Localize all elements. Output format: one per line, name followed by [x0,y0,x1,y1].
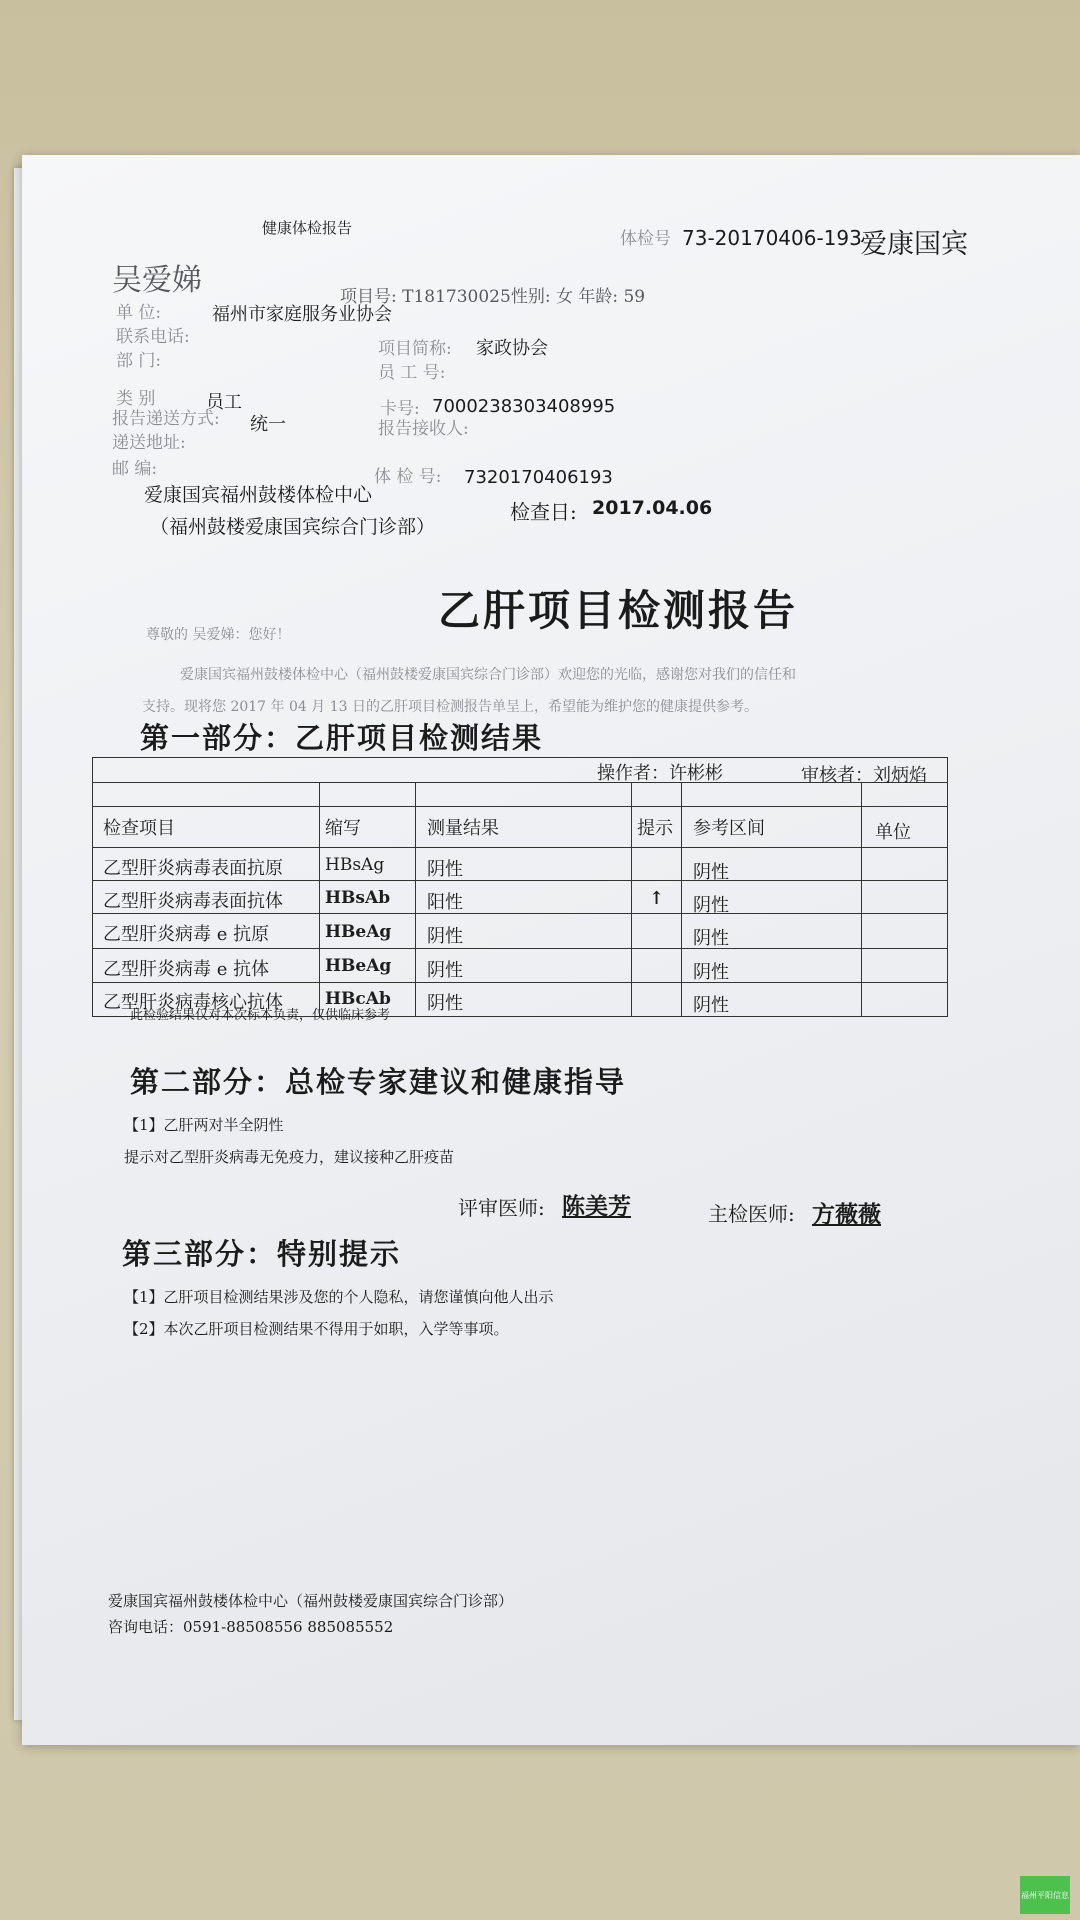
chief-doctor-name: 方薇薇 [812,1201,881,1228]
header-abbr: 缩写 [325,818,361,839]
brand-name: 爱康国宾 [860,229,968,260]
row-2-item: 乙型肝炎病毒表面抗体 [103,891,283,912]
tip-line-1: 【1】乙肝项目检测结果涉及您的个人隐私，请您谨慎向他人出示 [124,1288,554,1306]
exam-no-label: 体检号 [620,229,671,249]
card-value: 7000238303408995 [432,396,616,417]
row-3-reference: 阴性 [693,928,729,949]
reviewer-doctor-name: 陈美芳 [562,1193,631,1220]
row-4-abbr: HBeAg [325,956,392,976]
footer-center: 爱康国宾福州鼓楼体检中心（福州鼓楼爱康国宾综合门诊部） [108,1592,514,1610]
center-name: 爱康国宾福州鼓楼体检中心 [144,484,373,506]
table-rule [93,847,947,848]
header-unit: 单位 [875,822,911,843]
table-rule [93,948,947,949]
patient-name: 吴爱娣 [112,263,202,298]
card-label: 卡号: [380,399,420,419]
exam-date-value: 2017.04.06 [592,497,713,519]
category-value: 员工 [206,392,242,413]
table-col-rule [415,782,416,1016]
table-rule [93,913,947,914]
row-5-reference: 阴性 [693,995,729,1016]
center-subname: （福州鼓楼爱康国宾综合门诊部） [150,516,436,538]
greeting: 尊敬的 吴爱娣：您好！ [146,627,291,643]
category-label: 类 别 [116,389,156,409]
table-rule [93,806,947,807]
project-short-value: 家政协会 [476,338,548,359]
exam-no: 73-20170406-193 [682,226,862,250]
row-2-abbr: HBsAb [325,888,391,908]
header-result: 测量结果 [427,818,499,839]
row-5-result: 阴性 [427,993,463,1014]
row-1-abbr: HBsAg [325,855,385,875]
chief-doctor-label: 主检医师: [708,1202,795,1226]
reviewer-doctor-label: 评审医师: [458,1196,545,1220]
advice-line-1: 【1】乙肝两对半全阴性 [124,1116,284,1134]
delivery-label: 报告递送方式: [112,409,220,429]
doc-title: 健康体检报告 [262,219,353,237]
advice-line-2: 提示对乙型肝炎病毒无免疫力，建议接种乙肝疫苗 [124,1148,455,1166]
contact-label: 联系电话: [116,327,190,347]
section-1-title: 第一部分：乙肝项目检测结果 [140,721,544,755]
section-2-title: 第二部分：总检专家建议和健康指导 [130,1065,627,1099]
postcode-label: 邮 编: [112,459,158,479]
row-1-item: 乙型肝炎病毒表面抗原 [103,858,283,879]
report-title: 乙肝项目检测报告 [438,586,799,635]
row-3-item: 乙型肝炎病毒 e 抗原 [103,924,270,945]
employee-no-label: 员 工 号: [378,363,446,383]
row-5-abbr: HBcAb [325,989,391,1009]
exam-field-value: 7320170406193 [464,467,613,488]
row-4-item: 乙型肝炎病毒 e 抗体 [103,959,270,980]
table-rule [93,982,947,983]
row-5-item: 乙型肝炎病毒核心抗体 [103,992,283,1013]
dept-label: 部 门: [116,351,162,371]
row-3-abbr: HBeAg [325,922,392,942]
table-rule [93,880,947,881]
receiver-label: 报告接收人: [378,419,469,439]
unit-value: 福州市家庭服务业协会 [212,304,392,325]
header-item: 检查项目 [103,818,175,839]
table-col-rule [681,782,682,1016]
reviewer-label: 审核者：刘炳焰 [801,765,927,786]
results-table [92,757,948,1017]
table-col-rule [861,782,862,1016]
row-1-reference: 阴性 [693,862,729,883]
address-label: 递送地址: [112,433,186,453]
result-disclaimer: 此检验结果仅对本次标本负责，仅供临床参考 [130,1008,391,1023]
project-short-label: 项目简称: [378,339,452,359]
exam-date-label: 检查日: [510,500,577,524]
tip-line-2: 【2】本次乙肝项目检测结果不得用于如职，入学等事项。 [124,1320,509,1338]
row-4-reference: 阴性 [693,962,729,983]
operator-label: 操作者：许彬彬 [597,763,723,784]
table-col-rule [631,782,632,1016]
header-reference: 参考区间 [693,818,765,839]
project-line: 项目号: T181730025性别: 女 年龄: 59 [340,287,646,307]
footer-phone: 咨询电话：0591-88508556 885085552 [108,1618,394,1636]
exam-field-label: 体 检 号: [374,467,442,487]
intro-line-1: 爱康国宾福州鼓楼体检中心（福州鼓楼爱康国宾综合门诊部）欢迎您的光临，感谢您对我们的信任和 [180,667,796,683]
watermark-badge: 福州平阳信息 [1020,1876,1070,1914]
unit-label: 单 位: [116,303,162,323]
row-4-result: 阴性 [427,960,463,981]
row-1-result: 阴性 [427,859,463,880]
header-hint: 提示 [637,818,673,839]
intro-line-2: 支持。现将您 2017 年 04 月 13 日的乙肝项目检测报告单呈上，希望能为维护您的健康提供参考。 [142,699,758,715]
table-col-rule [319,782,320,1016]
row-2-reference: 阴性 [693,895,729,916]
row-2-hint-arrow: ↑ [649,888,665,909]
row-2-result: 阳性 [427,892,463,913]
delivery-value: 统一 [250,414,286,435]
row-3-result: 阴性 [427,926,463,947]
section-3-title: 第三部分：特别提示 [122,1237,402,1271]
